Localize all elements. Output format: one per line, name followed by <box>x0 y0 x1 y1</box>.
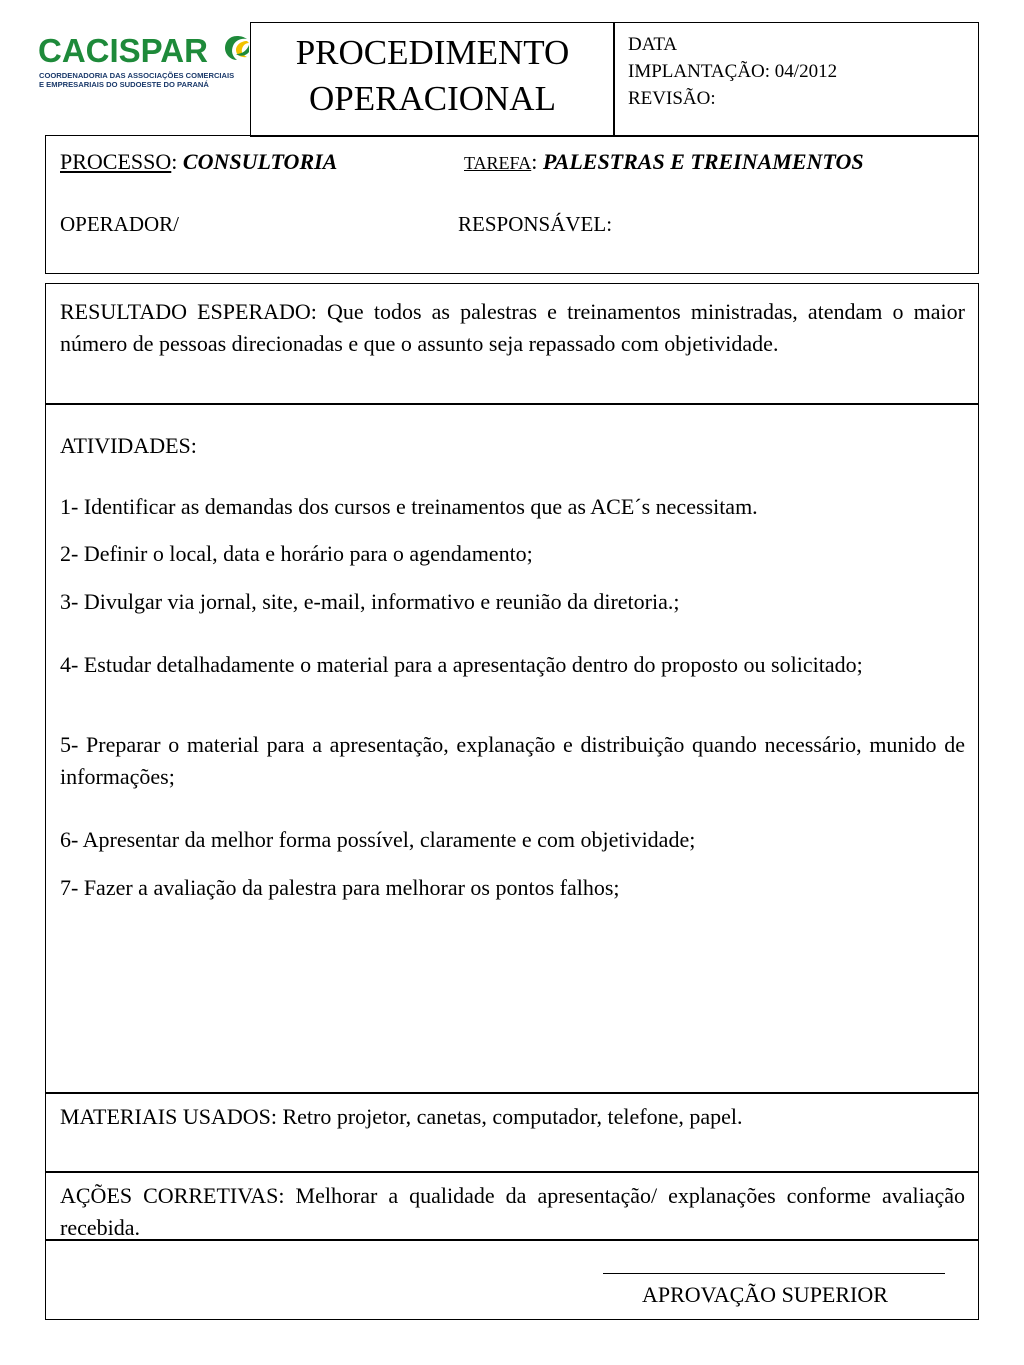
logo-wordmark: CACISPAR <box>38 32 208 69</box>
header-revisao: REVISÃO: <box>628 88 716 109</box>
processo-line <box>60 149 337 175</box>
atividade-item-5: 5- Preparar o material para a apresentação, explanação e distribuição quando necessário, munido de informações; <box>60 732 965 789</box>
cacispar-logo <box>38 34 252 94</box>
signature-line <box>603 1273 945 1274</box>
materiais-text: MATERIAIS USADOS: Retro projetor, canetas, computador, telefone, papel. <box>60 1104 743 1129</box>
materiais-box <box>45 1092 979 1173</box>
header-implantacao: IMPLANTAÇÃO: 04/2012 <box>628 61 838 82</box>
logo-subtitle-line1: COORDENADORIA DAS ASSOCIAÇÕES COMERCIAIS <box>39 71 235 80</box>
atividade-item-7: 7- Fazer a avaliação da palestra para melhorar os pontos falhos; <box>60 875 620 900</box>
atividades-box <box>45 403 979 1094</box>
aprovacao-label: APROVAÇÃO SUPERIOR <box>642 1282 888 1307</box>
header-title-line2: OPERACIONAL <box>309 79 556 118</box>
processo-label: PROCESSO <box>60 149 172 174</box>
logo-subtitle-line2: E EMPRESARIAIS DO SUDOESTE DO PARANÁ <box>39 80 209 89</box>
tarefa-colon: : <box>531 149 538 174</box>
header-title-box <box>250 22 615 137</box>
resultado-text: RESULTADO ESPERADO: Que todos as palestras e treinamentos ministradas, atendam o maior número de pessoas direcionadas e que o assunto seja repassado com objetividade. <box>60 299 965 356</box>
processo-colon: : <box>171 149 178 174</box>
atividade-item-4: 4- Estudar detalhadamente o material para a apresentação dentro do proposto ou solicitado; <box>60 652 863 677</box>
processo-value: CONSULTORIA <box>182 149 338 174</box>
resultado-box <box>45 283 979 405</box>
atividade-item-2: 2- Definir o local, data e horário para o agendamento; <box>60 541 533 566</box>
atividade-item-3: 3- Divulgar via jornal, site, e-mail, informativo e reunião da diretoria.; <box>60 589 680 614</box>
logo-emblem-icon <box>223 34 251 66</box>
operador-label: OPERADOR/ <box>60 212 180 236</box>
acoes-text: AÇÕES CORRETIVAS: Melhorar a qualidade da apresentação/ explanações conforme avaliação recebida. <box>60 1183 965 1240</box>
header-info-box <box>613 22 979 137</box>
tarefa-value: PALESTRAS E TREINAMENTOS <box>542 149 864 174</box>
aprovacao-box <box>45 1239 979 1320</box>
atividade-item-6: 6- Apresentar da melhor forma possível, claramente e com objetividade; <box>60 827 696 852</box>
processo-box <box>45 135 979 274</box>
header-data-label: DATA <box>628 34 678 55</box>
acoes-box <box>45 1171 979 1241</box>
header-title-line1: PROCEDIMENTO <box>295 33 570 72</box>
logo-subtitle <box>39 71 234 89</box>
tarefa-label: TAREFA <box>464 153 532 173</box>
atividade-item-1: 1- Identificar as demandas dos cursos e treinamentos que as ACE´s necessitam. <box>60 494 758 519</box>
responsavel-label: RESPONSÁVEL: <box>458 212 613 236</box>
atividades-heading: ATIVIDADES: <box>60 433 197 458</box>
tarefa-line <box>464 149 864 175</box>
